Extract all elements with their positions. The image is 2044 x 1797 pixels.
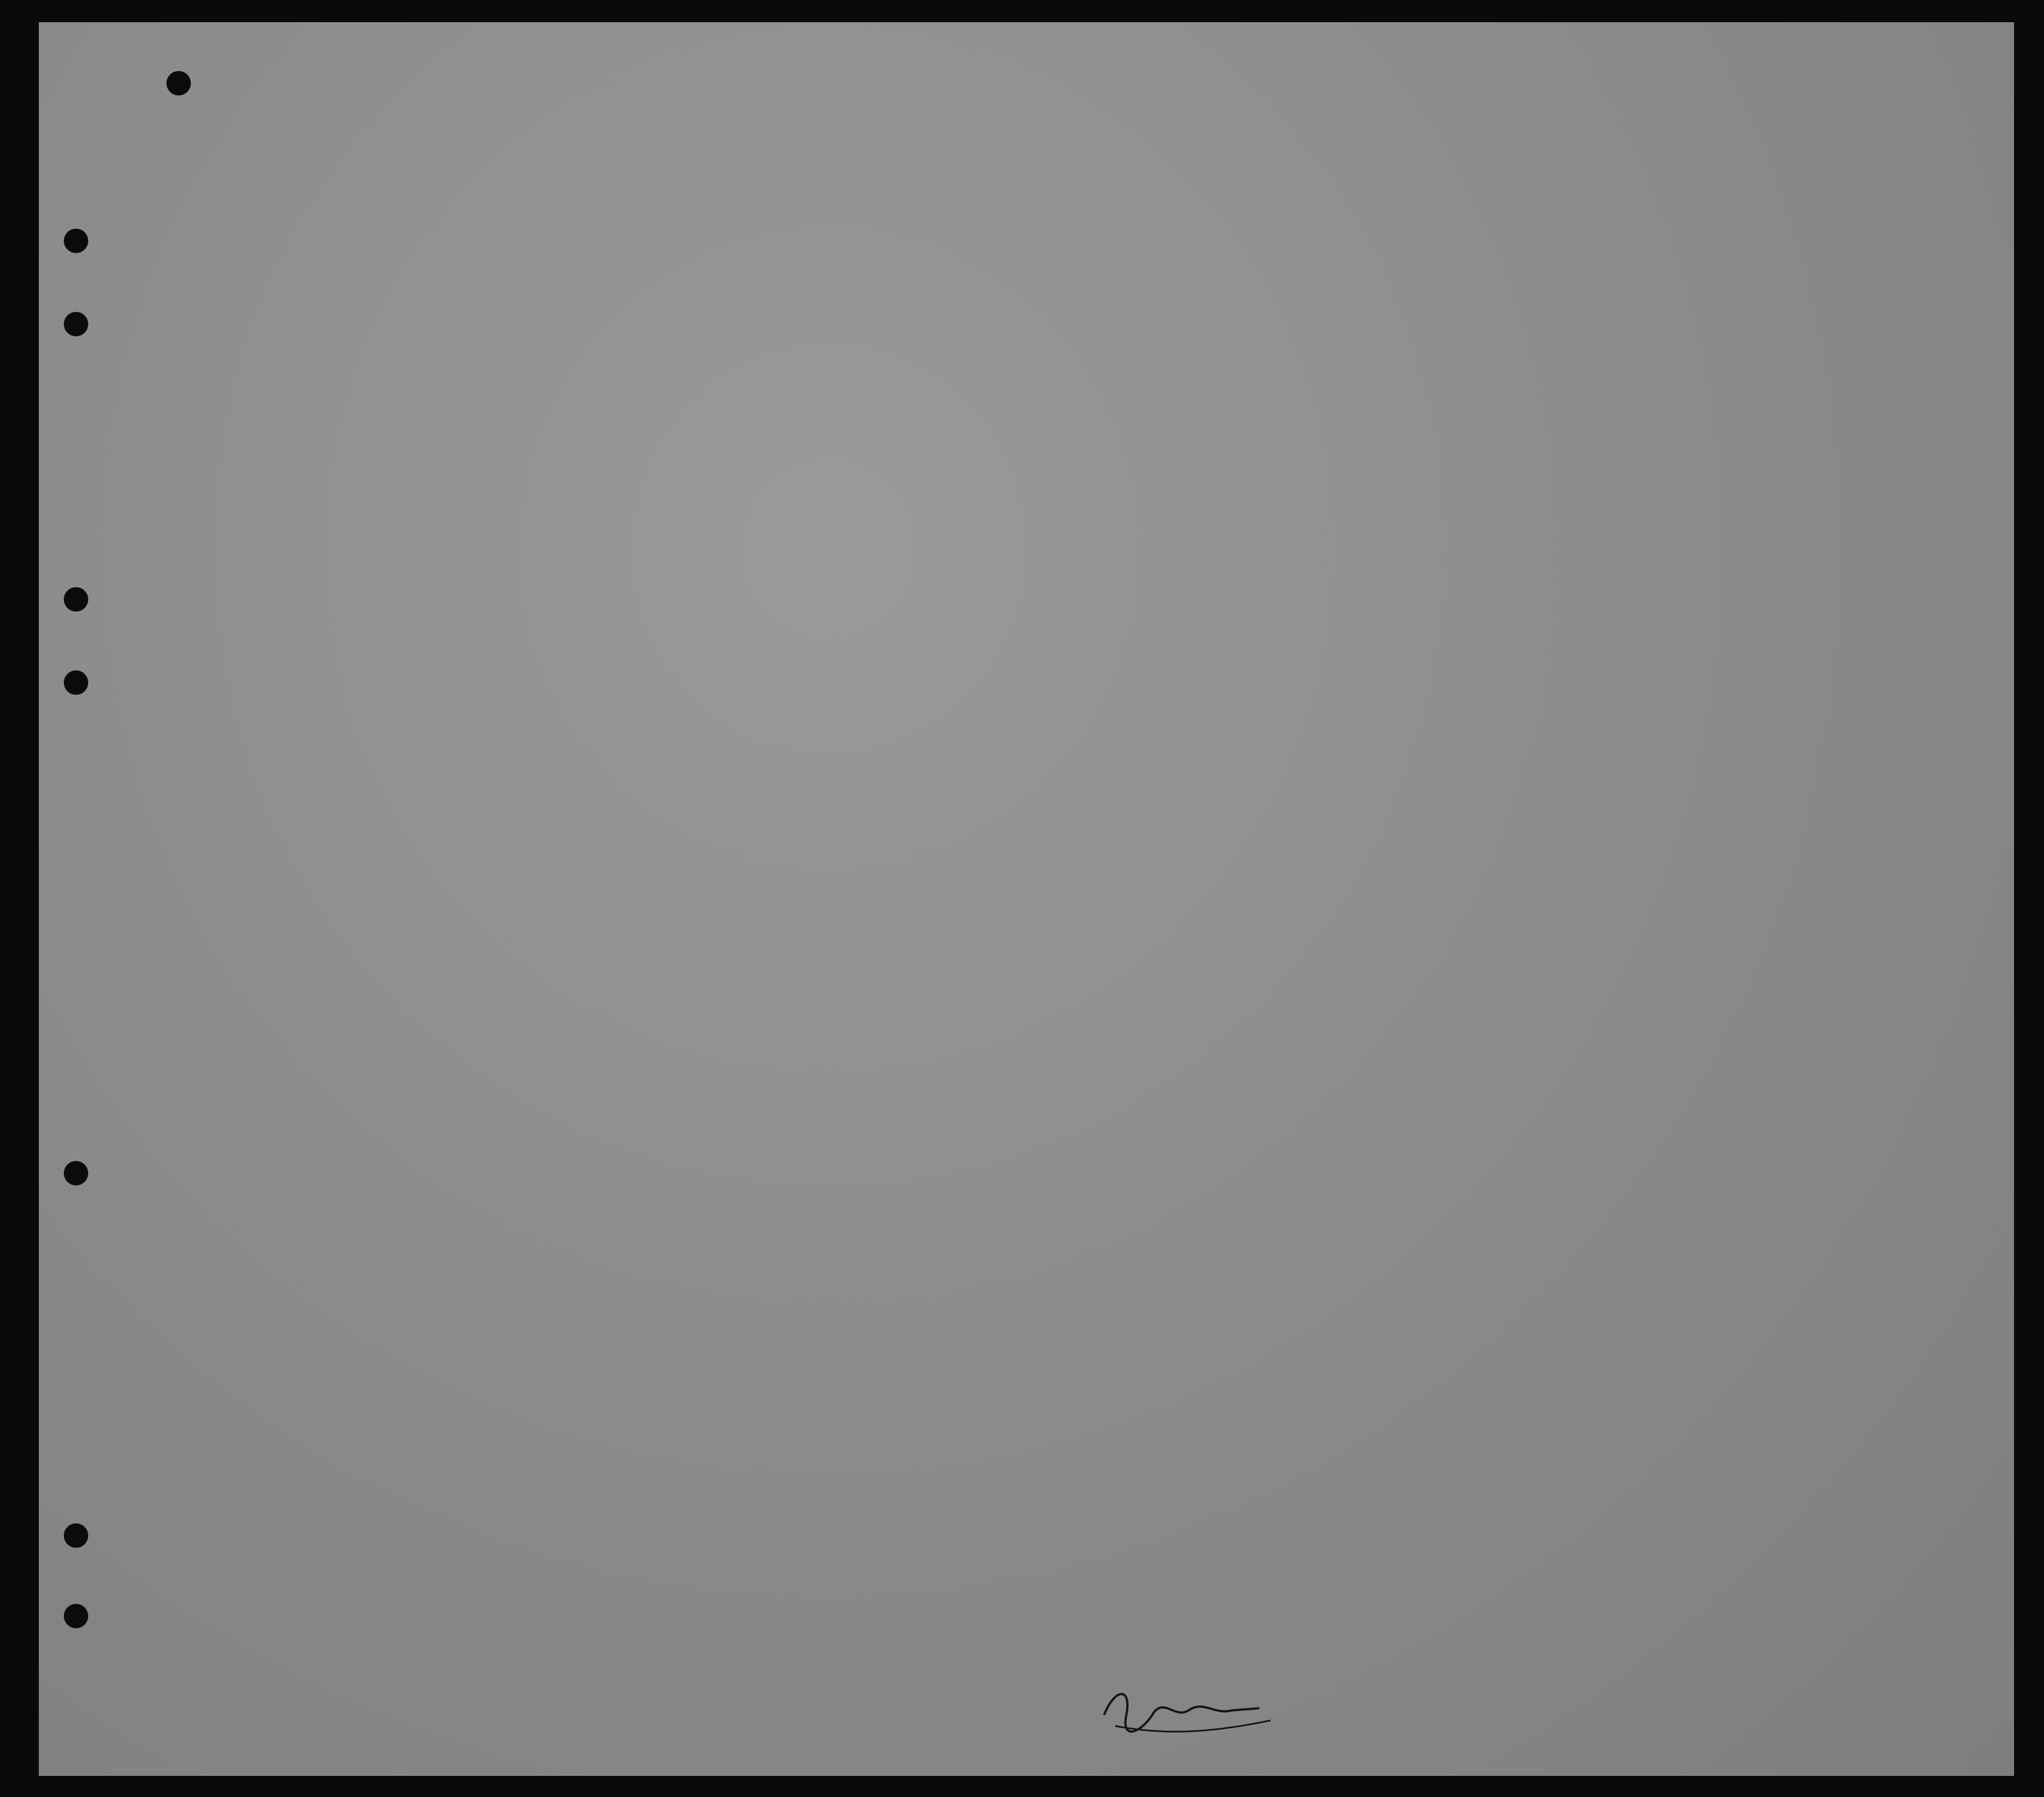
inspector-signature: [1093, 1682, 1282, 1743]
manifest-grid: [39, 22, 2014, 1776]
manifest-sheet: [39, 22, 2014, 1776]
